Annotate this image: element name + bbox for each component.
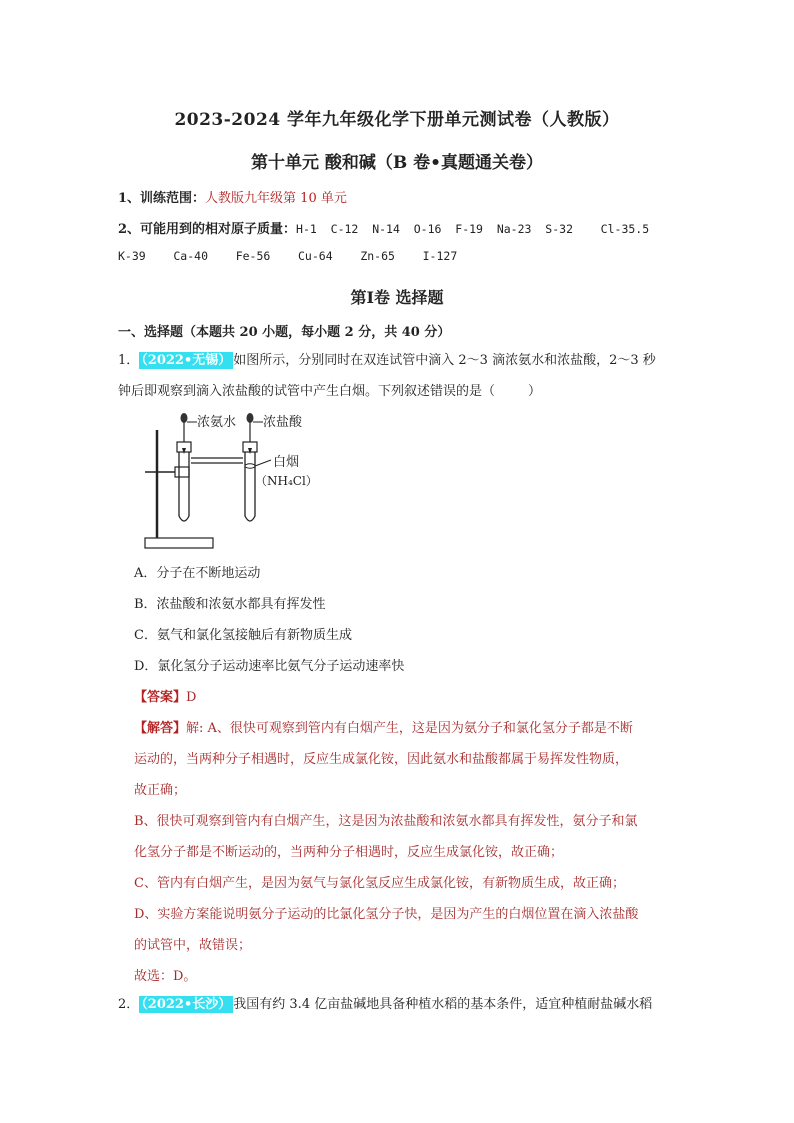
answer-label: 【答案】 <box>134 690 187 705</box>
explanation-line-1 <box>134 717 633 736</box>
stand-base <box>145 538 213 548</box>
explanation-line-2: 运动的，当两种分子相遇时，反应生成氯化铵，因此氨水和盐酸都属于易挥发性物质， <box>134 752 629 767</box>
mass-values-1: H-1 C-12 N-14 O-16 F-19 Na-23 S-32 Cl-35.5 <box>296 222 650 236</box>
explanation-line-8: 的试管中，故错误； <box>134 938 252 953</box>
right-dropper-bulb <box>247 413 254 423</box>
question-number: 1． <box>118 353 140 368</box>
explanation-line-3: 故正确； <box>134 783 187 798</box>
explain-label: 【解答】 <box>134 721 187 736</box>
explain-text-1: 解: A、很快可观察到管内有白烟产生，这是因为氨分子和氯化氢分子都是不断 <box>186 721 633 736</box>
explanation-line-7: D、实验方案能说明氨分子运动的比氯化氢分子快，是因为产生的白烟位置在滴入浓盐酸 <box>134 907 639 922</box>
question-1-line-2: 钟后即观察到滴入浓盐酸的试管中产生白烟。下列叙述错误的是（ ） <box>118 384 542 399</box>
question-2-line-1 <box>118 995 652 1015</box>
explanation-line-4: B、很快可观察到管内有白烟产生，这是因为浓盐酸和浓氨水都具有挥发性，氨分子和氯 <box>134 814 638 829</box>
atomic-mass-line-2: K-39 Ca-40 Fe-56 Cu-64 Zn-65 I-127 <box>118 249 458 263</box>
atomic-mass-line-1 <box>118 218 649 237</box>
option-b: B．浓盐酸和浓氨水都具有挥发性 <box>134 597 326 612</box>
answer-value: D <box>186 690 197 705</box>
option-a: A．分子在不断地运动 <box>134 566 261 581</box>
question-stem: 如图所示，分别同时在双连试管中滴入 2～3 滴浓氨水和浓盐酸，2～3 秒 <box>233 353 656 368</box>
question-number: 2． <box>118 997 140 1012</box>
explanation-line-6: C、管内有白烟产生，是因为氨气与氯化氢反应生成氯化铵，有新物质生成，故正确； <box>134 876 625 891</box>
option-d: D．氯化氢分子运动速率比氨气分子运动速率快 <box>134 659 405 674</box>
question-stem: 我国有约 3.4 亿亩盐碱地具备种植水稻的基本条件，适宜种植耐盐碱水稻 <box>233 997 653 1012</box>
choice-statement: 故选：D。 <box>134 969 197 984</box>
label-ammonia: 浓氨水 <box>197 415 237 430</box>
range-prefix: 1、训练范围： <box>118 191 206 206</box>
label-formula: （NH₄Cl） <box>255 474 318 488</box>
left-dropper-bulb <box>181 413 188 423</box>
label-white-smoke: 白烟 <box>273 455 300 470</box>
section-heading: 一、选择题（本题共 20 小题，每小题 2 分，共 40 分） <box>118 325 451 340</box>
document-subtitle: 第十单元 酸和碱（B 卷•真题通关卷） <box>250 153 544 173</box>
mass-prefix: 2、可能用到的相对原子质量： <box>118 222 297 237</box>
option-c: C．氨气和氯化氢接触后有新物质生成 <box>134 628 352 643</box>
document-title: 2023-2024 学年九年级化学下册单元测试卷（人教版） <box>174 110 620 130</box>
source-tag: （2022•无锡） <box>141 353 232 368</box>
source-tag: （2022•长沙） <box>141 997 232 1012</box>
question-1-line-1 <box>118 351 656 371</box>
section-title: 第Ⅰ卷 选择题 <box>350 288 444 307</box>
right-test-tube <box>245 448 255 521</box>
label-hydrochloric-acid: 浓盐酸 <box>263 415 303 430</box>
left-test-tube <box>179 448 189 521</box>
training-range <box>118 187 347 206</box>
range-value: 人教版九年级第 10 单元 <box>205 191 347 206</box>
answer-line <box>134 686 196 705</box>
explanation-line-5: 化氢分子都是不断运动的，当两种分子相遇时，反应生成氯化铵，故正确； <box>134 845 564 860</box>
apparatus-figure <box>135 408 335 553</box>
